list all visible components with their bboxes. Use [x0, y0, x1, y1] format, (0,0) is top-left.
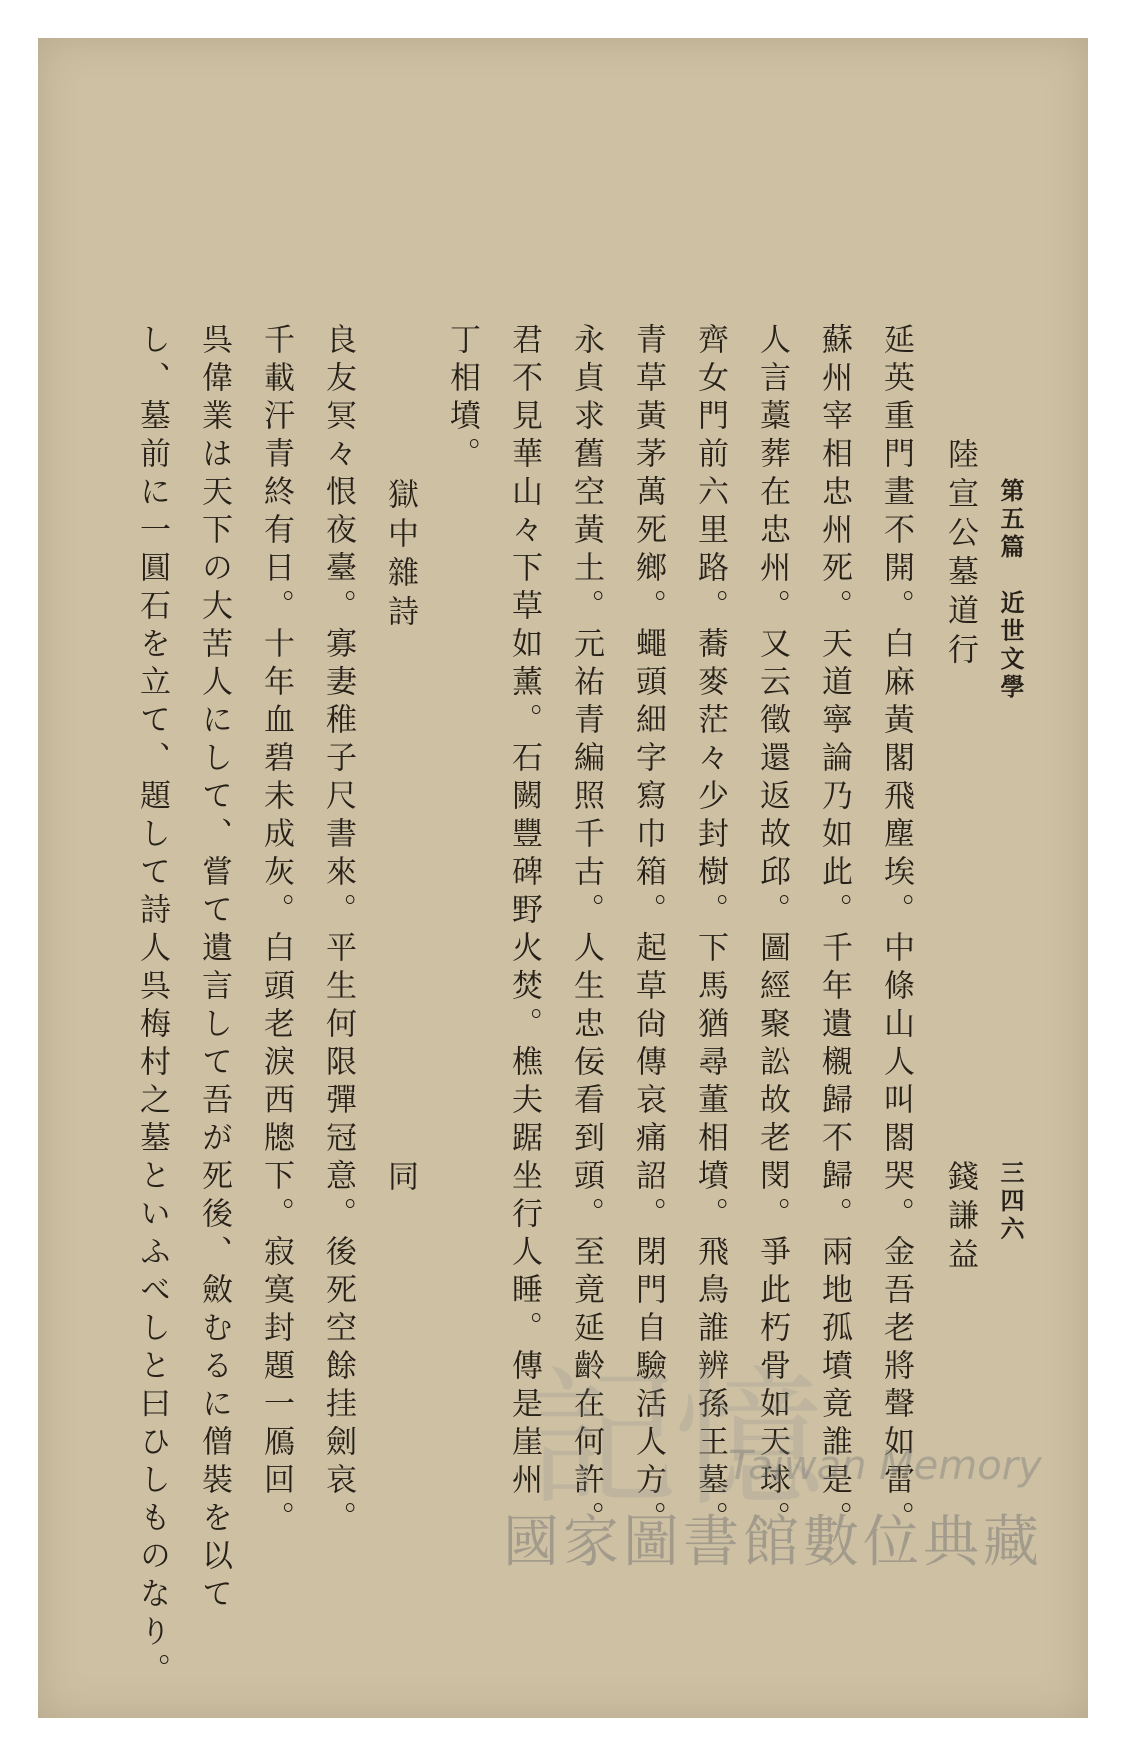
poem-line: 良友冥々恨夜臺。寡妻稚子尺書來。平生何限彈冠意。後死空餘挂劍哀。: [320, 323, 356, 1539]
page-number: 三四六: [996, 1160, 1025, 1244]
poem-line: 人言藁葬在忠州。又云徵還返故邱。圖經聚訟故老閔。爭此朽骨如天球。: [754, 323, 790, 1539]
poem-line: 丁相墳。: [444, 323, 480, 475]
section-header: 第五篇 近世文學: [996, 478, 1025, 702]
watermark-chinese: 國家圖書館數位典藏: [503, 1510, 1043, 1575]
poem-line: 齊女門前六里路。蕎麥茫々少封樹。下馬猶尋董相墳。飛鳥誰辨孫王墓。: [692, 323, 728, 1539]
poem-line: 延英重門晝不開。白麻黃閣飛塵埃。中條山人叫閤哭。金吾老將聲如雷。: [878, 323, 914, 1539]
watermark: [498, 1318, 1058, 1618]
commentary-line: し、墓前に一圓石を立て、題して詩人呉梅村之墓といふべしと曰ひしものなり。: [134, 323, 170, 1691]
poem-line: 君不見華山々下草如薰。石闕豐碑野火焚。樵夫踞坐行人睡。傳是崖州: [506, 323, 542, 1501]
watermark-logo: 記憶: [528, 1353, 821, 1527]
poem-line: 千載汗青終有日。十年血碧未成灰。白頭老淚西牕下。寂寞封題一鴈回。: [258, 323, 294, 1539]
poem-author: 錢謙益: [942, 1160, 978, 1277]
poem-title: 陸宣公墓道行: [942, 438, 978, 672]
poem-author: 同: [382, 1160, 418, 1199]
book-page: [38, 38, 1088, 1718]
poem-title: 獄中雜詩: [382, 478, 418, 634]
commentary-line: 呉偉業は天下の大苦人にして、嘗て遺言して吾が死後、斂むるに僧裝を以て: [196, 323, 232, 1615]
poem-line: 永貞求舊空黃土。元祐青編照千古。人生忠佞看到頭。至竟延齡在何許。: [568, 323, 604, 1539]
poem-line: 青草黃茅萬死鄉。蠅頭細字寫巾箱。起草尙傳哀痛詔。閉門自驗活人方。: [630, 323, 666, 1539]
poem-line: 蘇州宰相忠州死。天道寧論乃如此。千年遺櫬歸不歸。兩地孤墳竟誰是。: [816, 323, 852, 1539]
watermark-english: Taiwan Memory: [728, 1443, 1042, 1489]
